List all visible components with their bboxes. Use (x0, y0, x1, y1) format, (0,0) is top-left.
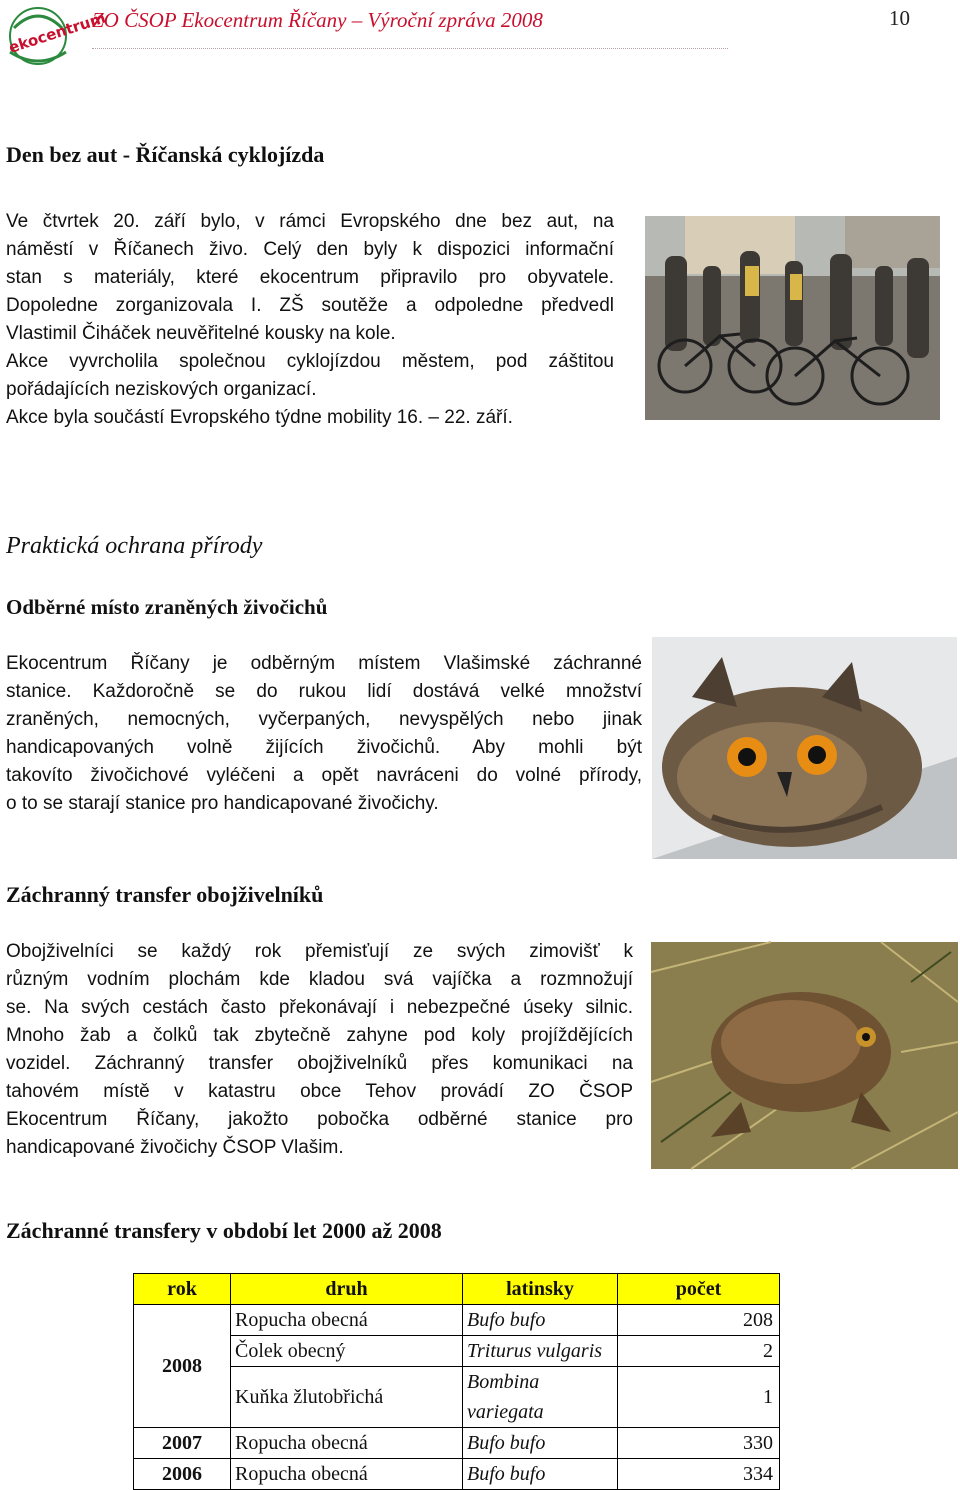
text-line: Ekocentrum Říčany, jakožto pobočka odběrné stanice pro (6, 1109, 633, 1130)
cyclists-photo (645, 216, 940, 420)
page-number: 10 (889, 6, 910, 30)
species-cell: Kuňka žlutobřichá (231, 1367, 463, 1428)
text-line: Ve čtvrtek 20. září bylo, v rámci Evropského dne bez aut, na (6, 211, 614, 232)
svg-text:ekocentrum: ekocentrum (6, 8, 108, 57)
latin-cell: Bufo bufo (463, 1428, 618, 1459)
text-line: Ekocentrum Říčany je odběrným místem Vlašimské záchranné (6, 653, 642, 674)
column-header-species: druh (231, 1274, 463, 1305)
text-line: náměstí v Říčanech živo. Celý den byly k dispozici informační (6, 239, 614, 260)
section-title-car-free-day: Den bez aut - Říčanská cyklojízda (6, 142, 325, 167)
owl-photo (652, 637, 957, 859)
count-cell: 1 (618, 1367, 780, 1428)
text-line: Mnoho žab a čolků tak zbytečně zahyne pod koly projíždějících (6, 1025, 633, 1046)
text-line: Dopoledne zorganizovala I. ZŠ soutěže a odpoledne předvedl (6, 295, 614, 316)
latin-cell: Bufo bufo (463, 1305, 618, 1336)
text-line: pořádajících neziskových organizací. (6, 379, 317, 400)
text-line: takovíto živočichové vyléčeni a opět navráceni do volné přírody, (6, 765, 642, 786)
species-cell: Ropucha obecná (231, 1305, 463, 1336)
table-header-row (134, 1274, 780, 1305)
text-line: Obojživelníci se každý rok přemisťují ze svých zimovišť k (6, 941, 633, 962)
section-title-amphibian-transfer: Záchranný transfer obojživelníků (6, 882, 324, 907)
column-header-latin: latinsky (463, 1274, 618, 1305)
text-line: Akce vyvrcholila společnou cyklojízdou městem, pod záštitou (6, 351, 614, 372)
year-cell: 2006 (134, 1459, 231, 1490)
table-row (134, 1336, 780, 1367)
transfers-table-wrapper (133, 1273, 780, 1490)
year-cell: 2007 (134, 1428, 231, 1459)
collection-point-text (6, 650, 642, 818)
table-row (134, 1305, 780, 1336)
text-line: tahovém místě v katastru obce Tehov provádí ZO ČSOP (6, 1081, 633, 1102)
count-cell: 334 (618, 1459, 780, 1490)
table-row (134, 1428, 780, 1459)
table-row (134, 1367, 780, 1428)
text-line: různým vodním plochám kde kladou svá vajíčka a rozmnožují (6, 969, 633, 990)
text-line: Akce byla součástí Evropského týdne mobility 16. – 22. září. (6, 407, 513, 428)
count-cell: 208 (618, 1305, 780, 1336)
table-row (134, 1459, 780, 1490)
transfers-table (133, 1273, 780, 1490)
species-cell: Ropucha obecná (231, 1428, 463, 1459)
section-title-nature-protection: Praktická ochrana přírody (6, 533, 263, 559)
car-free-day-text (6, 208, 614, 432)
text-line: handicapovaných volně žijících živočichů. Aby mohli být (6, 737, 642, 758)
year-cell: 2008 (134, 1305, 231, 1428)
subsection-title-collection-point: Odběrné místo zraněných živočichů (6, 595, 328, 619)
text-line: Vlastimil Čiháček neuvěřitelné kousky na kole. (6, 323, 396, 344)
text-line: handicapované živočichy ČSOP Vlašim. (6, 1137, 344, 1158)
column-header-count: počet (618, 1274, 780, 1305)
amphibian-transfer-text (6, 938, 633, 1162)
header-divider (92, 48, 728, 49)
count-cell: 2 (618, 1336, 780, 1367)
text-line: stanice. Každoročně se do rukou lidí dostává velké množství (6, 681, 642, 702)
latin-cell: Bufo bufo (463, 1459, 618, 1490)
column-header-year: rok (134, 1274, 231, 1305)
text-line: stan s materiály, které ekocentrum připravilo pro obyvatele. (6, 267, 614, 288)
count-cell: 330 (618, 1428, 780, 1459)
text-line: o to se starají stanice pro handicapované živočichy. (6, 793, 439, 814)
text-line: zraněných, nemocných, vyčerpaných, nevyspělých nebo jinak (6, 709, 642, 730)
ekocentrum-logo (0, 0, 108, 70)
text-line: se. Na svých cestách často překonávají i nebezpečné úseky silnic. (6, 997, 633, 1018)
species-cell: Čolek obecný (231, 1336, 463, 1367)
toad-photo (651, 942, 958, 1169)
latin-cell: Bombina variegata (463, 1367, 618, 1428)
text-line: vozidel. Záchranný transfer obojživelníků přes komunikaci na (6, 1053, 633, 1074)
header-title: ZO ČSOP Ekocentrum Říčany – Výroční zpráva 2008 (92, 8, 543, 32)
section-title-transfers-table: Záchranné transfery v období let 2000 až 2008 (6, 1218, 442, 1243)
latin-cell: Triturus vulgaris (463, 1336, 618, 1367)
species-cell: Ropucha obecná (231, 1459, 463, 1490)
